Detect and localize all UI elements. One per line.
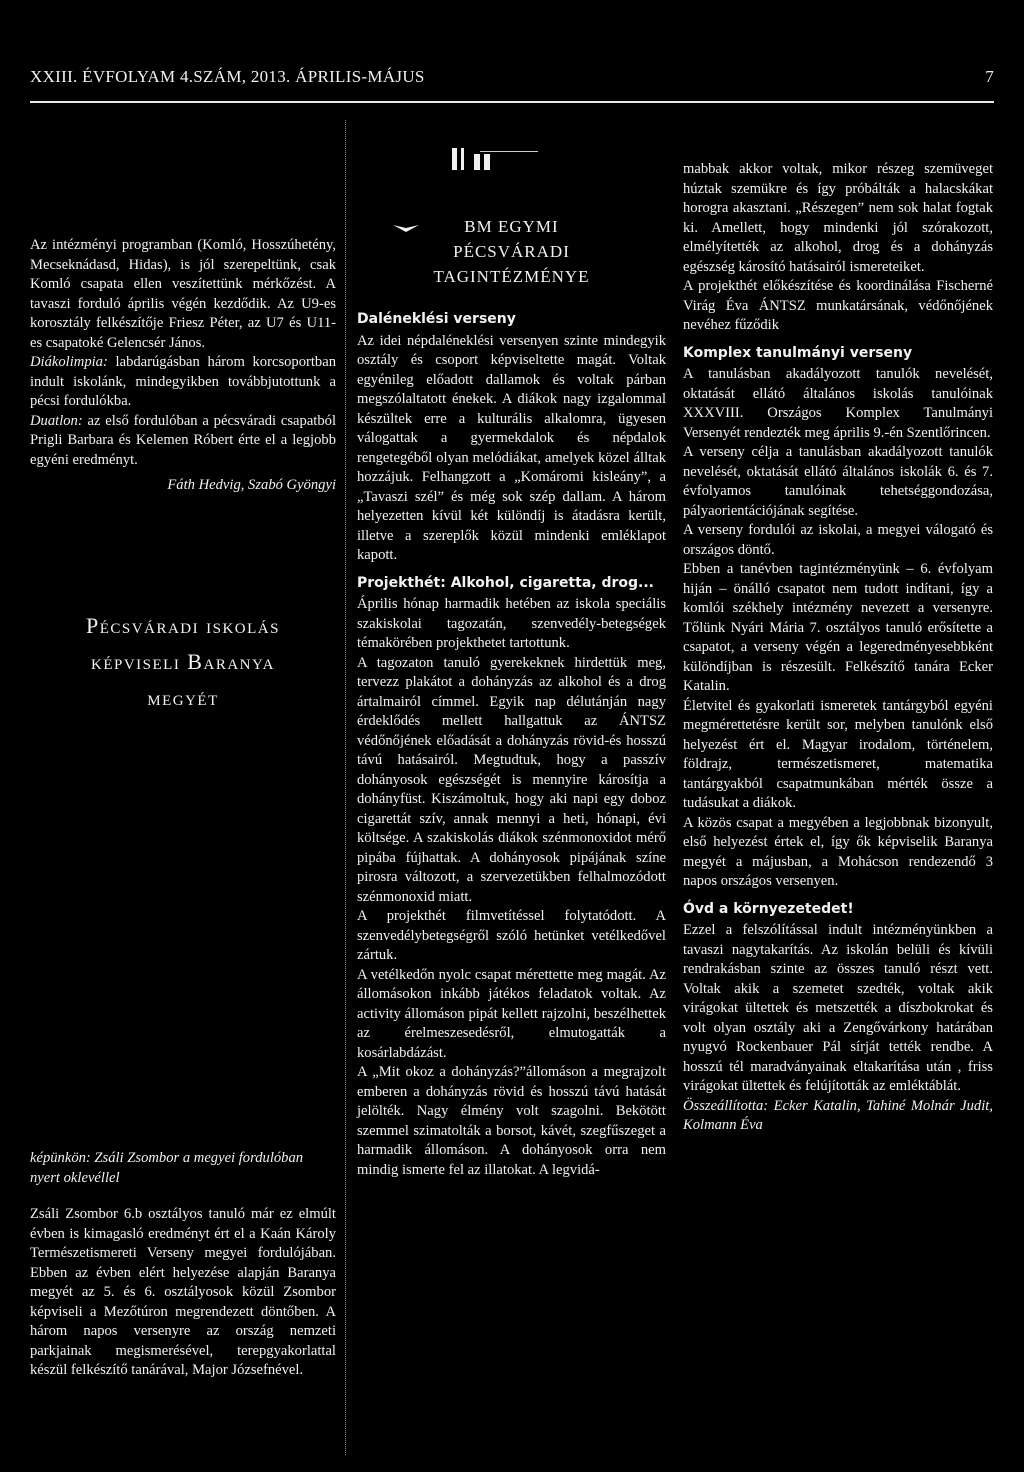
photo-caption: képünkön: Zsáli Zsombor a megyei fordulóban nyert oklevéllel (30, 1150, 304, 1186)
article-paragraph: A tanulásban akadályozott tanulók nevelését, oktatását ellátó általános iskolás tanulóinak XXXVIII. Országos Komplex Tanulmányi Versenyét rendezték meg április 9.-én Szentlőrincen. (683, 366, 993, 441)
photo-placeholder (30, 710, 336, 1130)
page-number: 7 (985, 67, 994, 86)
article-paragraph: mabbak akkor voltak, mikor részeg szemüveget húztak szemükre és így próbálták a halacskákat horogra akasztani. „Részegen” nem sok halat fogtak ki. Amellett, hogy mindenki jól szórakozott, elmélyítették az alkohol, drog és a dohányzás egészség károsító hatásairól ismereteiket. (683, 161, 993, 275)
page-header (30, 62, 994, 92)
article-paragraph: A verseny célja a tanulásban akadályozott tanulók nevelését, oktatását ellátó általános iskolák 6. és 7. évfolyamos tanulóinak tehetséggondozása, pályaorientációjának segítése. (683, 444, 993, 519)
section-title: Óvd a környezetedet! (683, 900, 854, 917)
inline-label: Diákolimpia: (30, 354, 108, 370)
article-paragraph: A verseny fordulói az iskolai, a megyei válogató és országos döntő. (683, 522, 993, 558)
article-paragraph: A projekthét filmvetítéssel folytatódott. A szenvedélybetegségről szóló hetünket vetélkedővel zártuk. (357, 908, 666, 963)
article-paragraph: Zsáli Zsombor 6.b osztályos tanuló már ez elmúlt évben is kimagasló eredményt ért el a Kaán Károly Természetismereti Verseny megyei fordulójában. Ebben az évben elért helyezése alapján Baranya megyét az 5. és 6. osztályosok közül Zsombor képviseli a Mezőtúron megrendezett döntőben. A három napos versenyre az ország nemzeti parkjainak megismerésével, terepgyakorlattal készül felkészítő tanárával, Major Józsefnével. (30, 1206, 336, 1378)
article-paragraph: Duatlon: az első fordulóban a pécsváradi csapatból Prigli Barbara és Kelemen Róbert érte el a legjobb egyéni eredményt. (30, 412, 336, 468)
article-paragraph: A projekthét előkészítése és koordinálása Fischerné Virág Éva ÁNTSZ munkatársának, védőnőjének nevéhez fűződik (683, 278, 993, 333)
article-paragraph: A közös csapat a megyében a legjobbnak bizonyult, első helyezést értek el, így ők képviselik Baranya megyét a májusban, a Mohácson rendezendő 3 napos országos versenyen. (683, 814, 993, 889)
article-title: Pécsváradi iskolás képviseli Baranya megyét (86, 613, 280, 710)
school-news (357, 310, 666, 1180)
article-paragraph: Az idei népdaléneklési versenyen szinte mindegyik osztály és csoport képviseltette magát. Voltak egyénileg előadott dallamok és voltak párban megszólaltatott énekek. A diákok nagy izgalommal készültek erre a kulturális alkalomra, ügyesen válogattak a gyermekdalok és népdalok rengetegéből olyan melódiákat, amelyek közel álltak hozzájuk. Felhangzott a „Komáromi kisleány”, a „Tavaszi szél” és még sok szép dallam. A három helyezetten kívül két különdíj is átadásra került, illetve a szereplők közül mindenki emléklapot kapott. (357, 332, 666, 563)
article-paragraph: Ezzel a felszólítással indult intézményünkben a tavaszi nagytakarítás. Az iskolán belüli és kívüli rendrakásban szinte az összes tanuló részt vett. Voltak akik a szemetet szedték, voltak akik virágokat ültettek és metszették a díszbokrokat és volt olyan osztály aki a Zengővárkony határában nyugvó Rockenbauer Pál sírját tették rendbe. A hosszú tél maradványainak eltakarítása után , friss virágokat ültettek és felújították az emléktáblát. (683, 922, 993, 1094)
school-news-continued (683, 160, 993, 1136)
article-paragraph: Életvitel és gyakorlati ismeretek tantárgyból egyéni megmérettetésre került sor, melyben tanulónk első helyezést ért el. Magyar irodalom, történelem, földrajz, természetismeret, matematika tantárgyakból csapatmunkában mérték össze a tudásukat a diákok. (683, 697, 993, 811)
credits: Összeállította: Ecker Katalin, Tahiné Molnár Judit, Kolmann Éva (683, 1097, 993, 1133)
institution-name: BM EGYMI PÉCSVÁRADI TAGINTÉZMÉNYE (433, 217, 590, 286)
section-title: Komplex tanulmányi verseny (683, 344, 913, 361)
article-paragraph: Az intézményi programban (Komló, Hosszúhetény, Mecseknádasd, Hidas), is jól szerepeltünk, csak Komló csapata ellen veszítettünk mérkőzést. A tavaszi forduló április végén kezdődik. Az U9-es korosztály felkészítője Friesz Péter, az U7 és U11-es csapatoké Gelencsér János. (30, 237, 336, 351)
student-article (30, 1205, 336, 1381)
header-rule (30, 101, 994, 103)
section-title: Daléneklési verseny (357, 311, 516, 327)
logo-line (480, 151, 538, 152)
article-paragraph: Április hónap harmadik hetében az iskola speciális szakiskolai tagozatán, szenvedély-betegségek témakörében projekthetet tartottunk. (357, 596, 666, 651)
article-paragraph: A „Mit okoz a dohányzás?”állomáson a megrajzolt emberen a dohányzás rövid és hosszú távú hatását jelölték. Nagy élmény volt szagolni. Bekötött szemmel szimatolták a borsot, kávét, szegfűszeget a harmadik állomáson. A dohányosok orra nem mindig ismerte fel az illatokat. A legvidá- (357, 1064, 666, 1178)
article-paragraph: A vetélkedőn nyolc csapat mérettette meg magát. Az állomásokon inkább játékos feladatok voltak. Az activity állomáson pipát kellett rajzolni, beszélhettek az érelmeszesedésről, elmutogatták a kosárlabdázást. (357, 966, 666, 1061)
inline-label: Duatlon: (30, 412, 83, 429)
section-title: Projekthét: Alkohol, cigaretta, drog... (357, 574, 654, 591)
article-paragraph: A tagozaton tanuló gyerekeknek hirdettük meg, tervezz plakátot a dohányzás az alkohol és a drog ártalmairól címmel. Egyik nap délutánján nagy érdeklődés mellett hallgattuk az ÁNTSZ védőnőjének előadását a dohányzás rövid-és hosszú távú hatásairól. Megtudtuk, hogy a passzív dohányosok egészségét is mennyire károsítja a dohányfüst. Kiszámoltuk, hogy aki napi egy doboz cigarettát szív, annak mennyi a heti, hónapi, évi költsége. A szakiskolás diákok szénmonoxidot mérő pipába fújhattak. A dohányosok pipájának színe pirosra változott, a szervezetükben felhalmozódott szénmonoxid miatt. (357, 654, 666, 905)
article-paragraph: Diákolimpia: labdarúgásban három korcsoportban indult iskolánk, mindegyikben továbbjutottunk a pécsi fordulókba. (30, 354, 336, 409)
column-divider (345, 120, 346, 1455)
sport-article (30, 236, 336, 496)
author-signature: Fáth Hedvig, Szabó Gyöngyi (167, 477, 336, 493)
article-paragraph: Ebben a tanévben tagintézményünk – 6. évfolyam hiján – önálló csapatot nem tudott indítani, így a komlói székhely intézmény nevezett a versenyre. Tőlünk Nyári Mária 7. osztályos tanuló erősítette a csapatot, a verseny végén a legeredményesebbként különdíjban is részesült. Felkészítő tanára Ecker Katalin. (683, 561, 993, 694)
issue-info: XXIII. ÉVFOLYAM 4.SZÁM, 2013. ÁPRILIS-MÁJUS (30, 67, 425, 86)
